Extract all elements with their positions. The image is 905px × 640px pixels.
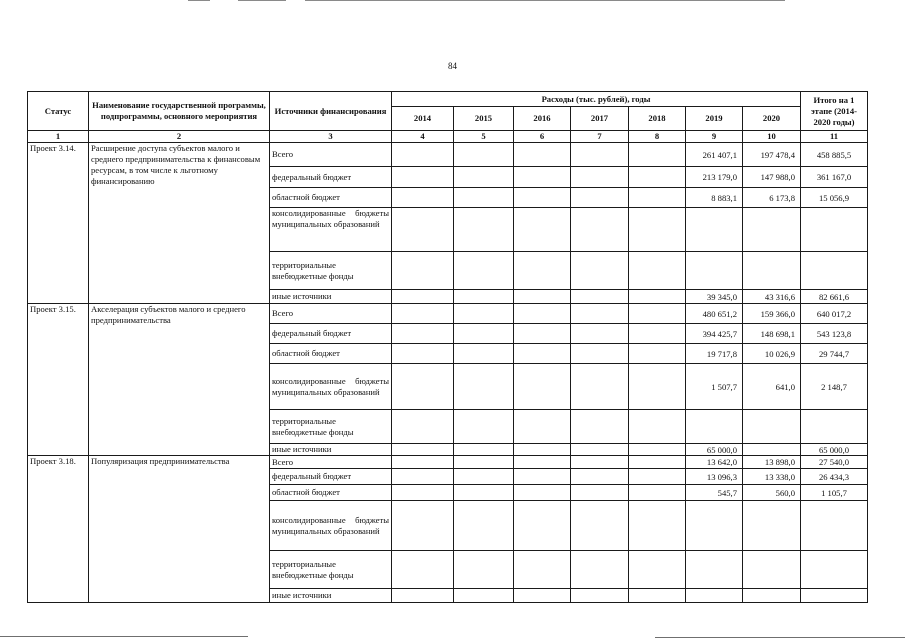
value-2019: 19 717,8 bbox=[686, 344, 743, 364]
column-number: 4 bbox=[392, 131, 454, 143]
value-total: 29 744,7 bbox=[801, 344, 868, 364]
header-year: 2016 bbox=[514, 107, 571, 131]
header-year: 2014 bbox=[392, 107, 454, 131]
source-label: консолидированные бюджеты муниципальных образований bbox=[270, 208, 392, 252]
source-label: областной бюджет bbox=[270, 485, 392, 501]
value-2020 bbox=[743, 410, 801, 444]
header-total: Итого на 1 этапе (2014-2020 годы) bbox=[801, 92, 868, 131]
source-label: федеральный бюджет bbox=[270, 167, 392, 188]
value-2019: 261 407,1 bbox=[686, 143, 743, 167]
table-row bbox=[28, 456, 868, 469]
value-2019 bbox=[686, 551, 743, 589]
source-label: территориальные внебюджетные фонды bbox=[270, 551, 392, 589]
column-number: 2 bbox=[89, 131, 270, 143]
value-total: 2 148,7 bbox=[801, 364, 868, 410]
value-2020: 560,0 bbox=[743, 485, 801, 501]
value-2020 bbox=[743, 501, 801, 551]
column-number: 5 bbox=[454, 131, 514, 143]
value-2019 bbox=[686, 252, 743, 290]
header-expenses: Расходы (тыс. рублей), годы bbox=[392, 92, 801, 107]
source-label: Всего bbox=[270, 304, 392, 324]
value-2019: 480 651,2 bbox=[686, 304, 743, 324]
header-status: Статус bbox=[28, 92, 89, 131]
project-status: Проект 3.18. bbox=[28, 456, 89, 603]
source-label: иные источники bbox=[270, 444, 392, 456]
table-row bbox=[28, 304, 868, 324]
value-2020 bbox=[743, 551, 801, 589]
source-label: областной бюджет bbox=[270, 344, 392, 364]
column-number: 10 bbox=[743, 131, 801, 143]
value-total bbox=[801, 208, 868, 252]
value-2020: 13 338,0 bbox=[743, 469, 801, 485]
source-label: консолидированные бюджеты муниципальных образований bbox=[270, 501, 392, 551]
value-2020: 43 316,6 bbox=[743, 290, 801, 304]
value-2019: 394 425,7 bbox=[686, 324, 743, 344]
column-number: 11 bbox=[801, 131, 868, 143]
value-total bbox=[801, 589, 868, 603]
value-total bbox=[801, 410, 868, 444]
project-name: Расширение доступа субъектов малого и среднего предпринимательства к финансовым ресурсам, в том числе к льготному финансированию bbox=[89, 143, 270, 304]
value-2020: 147 988,0 bbox=[743, 167, 801, 188]
value-total: 458 885,5 bbox=[801, 143, 868, 167]
source-label: территориальные внебюджетные фонды bbox=[270, 252, 392, 290]
value-total: 82 661,6 bbox=[801, 290, 868, 304]
scan-bottom-edge bbox=[0, 636, 905, 640]
value-total: 27 540,0 bbox=[801, 456, 868, 469]
column-number: 1 bbox=[28, 131, 89, 143]
value-2019 bbox=[686, 208, 743, 252]
source-label: федеральный бюджет bbox=[270, 324, 392, 344]
source-label: федеральный бюджет bbox=[270, 469, 392, 485]
source-label: Всего bbox=[270, 456, 392, 469]
value-2020: 6 173,8 bbox=[743, 188, 801, 208]
source-label: иные источники bbox=[270, 589, 392, 603]
column-number: 8 bbox=[629, 131, 686, 143]
value-2019: 13 642,0 bbox=[686, 456, 743, 469]
value-total: 26 434,3 bbox=[801, 469, 868, 485]
source-label: консолидированные бюджеты муниципальных образований bbox=[270, 364, 392, 410]
value-2020: 641,0 bbox=[743, 364, 801, 410]
value-total bbox=[801, 501, 868, 551]
project-name: Акселерация субъектов малого и среднего предпринимательства bbox=[89, 304, 270, 456]
value-2019 bbox=[686, 410, 743, 444]
project-status: Проект 3.15. bbox=[28, 304, 89, 456]
budget-table bbox=[27, 91, 868, 603]
value-2020: 148 698,1 bbox=[743, 324, 801, 344]
value-2019: 545,7 bbox=[686, 485, 743, 501]
value-total: 361 167,0 bbox=[801, 167, 868, 188]
column-number: 6 bbox=[514, 131, 571, 143]
value-total: 1 105,7 bbox=[801, 485, 868, 501]
value-total: 543 123,8 bbox=[801, 324, 868, 344]
value-2020: 13 898,0 bbox=[743, 456, 801, 469]
source-label: Всего bbox=[270, 143, 392, 167]
value-2019 bbox=[686, 589, 743, 603]
source-label: иные источники bbox=[270, 290, 392, 304]
page-number: 84 bbox=[448, 61, 457, 71]
header-year: 2020 bbox=[743, 107, 801, 131]
value-total: 640 017,2 bbox=[801, 304, 868, 324]
value-2019: 39 345,0 bbox=[686, 290, 743, 304]
value-total: 65 000,0 bbox=[801, 444, 868, 456]
header-name: Наименование государственной программы, подпрограммы, основного мероприятия bbox=[89, 92, 270, 131]
table-row bbox=[28, 143, 868, 167]
value-2020 bbox=[743, 252, 801, 290]
value-total bbox=[801, 252, 868, 290]
value-2020: 10 026,9 bbox=[743, 344, 801, 364]
value-2020 bbox=[743, 208, 801, 252]
project-name: Популяризация предпринимательства bbox=[89, 456, 270, 603]
source-label: областной бюджет bbox=[270, 188, 392, 208]
column-number: 3 bbox=[270, 131, 392, 143]
value-2019: 13 096,3 bbox=[686, 469, 743, 485]
scan-top-edge bbox=[0, 0, 905, 3]
value-2019: 1 507,7 bbox=[686, 364, 743, 410]
value-2020: 197 478,4 bbox=[743, 143, 801, 167]
value-2019: 8 883,1 bbox=[686, 188, 743, 208]
column-number: 7 bbox=[571, 131, 629, 143]
value-2020 bbox=[743, 589, 801, 603]
header-year: 2017 bbox=[571, 107, 629, 131]
project-status: Проект 3.14. bbox=[28, 143, 89, 304]
header-year: 2015 bbox=[454, 107, 514, 131]
source-label: территориальные внебюджетные фонды bbox=[270, 410, 392, 444]
header-year: 2019 bbox=[686, 107, 743, 131]
value-2019: 65 000,0 bbox=[686, 444, 743, 456]
value-total: 15 056,9 bbox=[801, 188, 868, 208]
value-total bbox=[801, 551, 868, 589]
value-2020: 159 366,0 bbox=[743, 304, 801, 324]
header-sources: Источники финансирования bbox=[270, 92, 392, 131]
value-2019: 213 179,0 bbox=[686, 167, 743, 188]
column-number: 9 bbox=[686, 131, 743, 143]
header-year: 2018 bbox=[629, 107, 686, 131]
value-2020 bbox=[743, 444, 801, 456]
value-2019 bbox=[686, 501, 743, 551]
